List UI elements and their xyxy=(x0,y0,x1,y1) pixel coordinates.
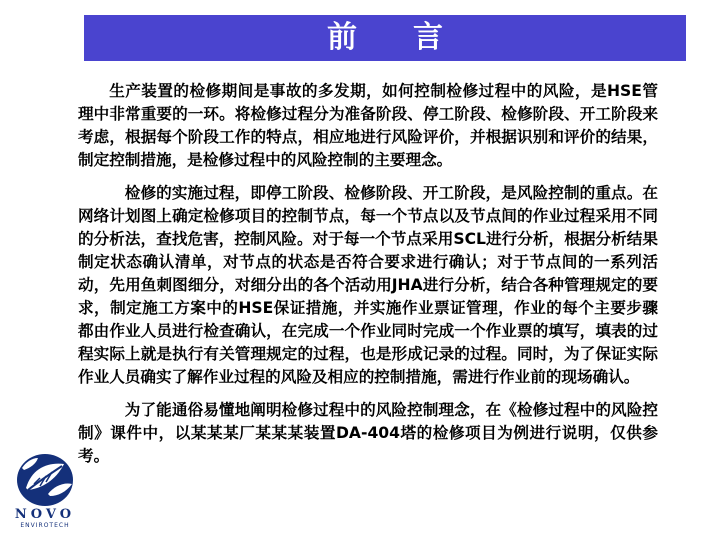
paragraph-implementation: 检修的实施过程，即停工阶段、检修阶段、开工阶段，是风险控制的重点。在网络计划图上确定检修项目的控制节点，每一个节点以及节点间的作业过程采用不同的分析法，查找危害，控制风险。对于每一个节点采用SCL进行分析，根据分析结果制定状态确认清单，对节点的状态是否符合要求进行确认；对于节点间的一系列活动，先用鱼刺图细分，对细分出的各个活动用JHA进行分析，结合各种管理规定的要求，制定施工方案中的HSE保证措施，并实施作业票证管理，作业的每个主要步骤都由作业人员进行检查确认，在完成一个作业同时完成一个作业票的填写，填表的过程实际上就是执行有关管理规定的过程，也是形成记录的过程。同时，为了保证实际作业人员确实了解作业过程的风险及相应的控制措施，需进行作业前的现场确认。 xyxy=(78,184,658,386)
company-logo xyxy=(14,448,76,532)
leaf-emblem-icon xyxy=(14,448,76,508)
logo-name: NOVO xyxy=(14,507,76,522)
paragraph-intro: 生产装置的检修期间是事故的多发期，如何控制检修过程中的风险，是HSE管理中非常重要的一环。将检修过程分为准备阶段、停工阶段、检修阶段、开工阶段来考虑，根据每个阶段工作的特点，相应地进行风险评价，并根据识别和评价的结果，制定控制措施，是检修过程中的风险控制的主要理念。 xyxy=(78,82,658,169)
slide-body xyxy=(78,80,658,478)
paragraph-courseware: 为了能通俗易懂地阐明检修过程中的风险控制理念，在《检修过程中的风险控制》课件中，以某某某厂某某某装置DA-404塔的检修项目为例进行说明，仅供参考。 xyxy=(78,401,658,465)
slide-title: 前言 xyxy=(84,15,686,61)
logo-subtitle: ENVIROTECH xyxy=(20,522,70,529)
